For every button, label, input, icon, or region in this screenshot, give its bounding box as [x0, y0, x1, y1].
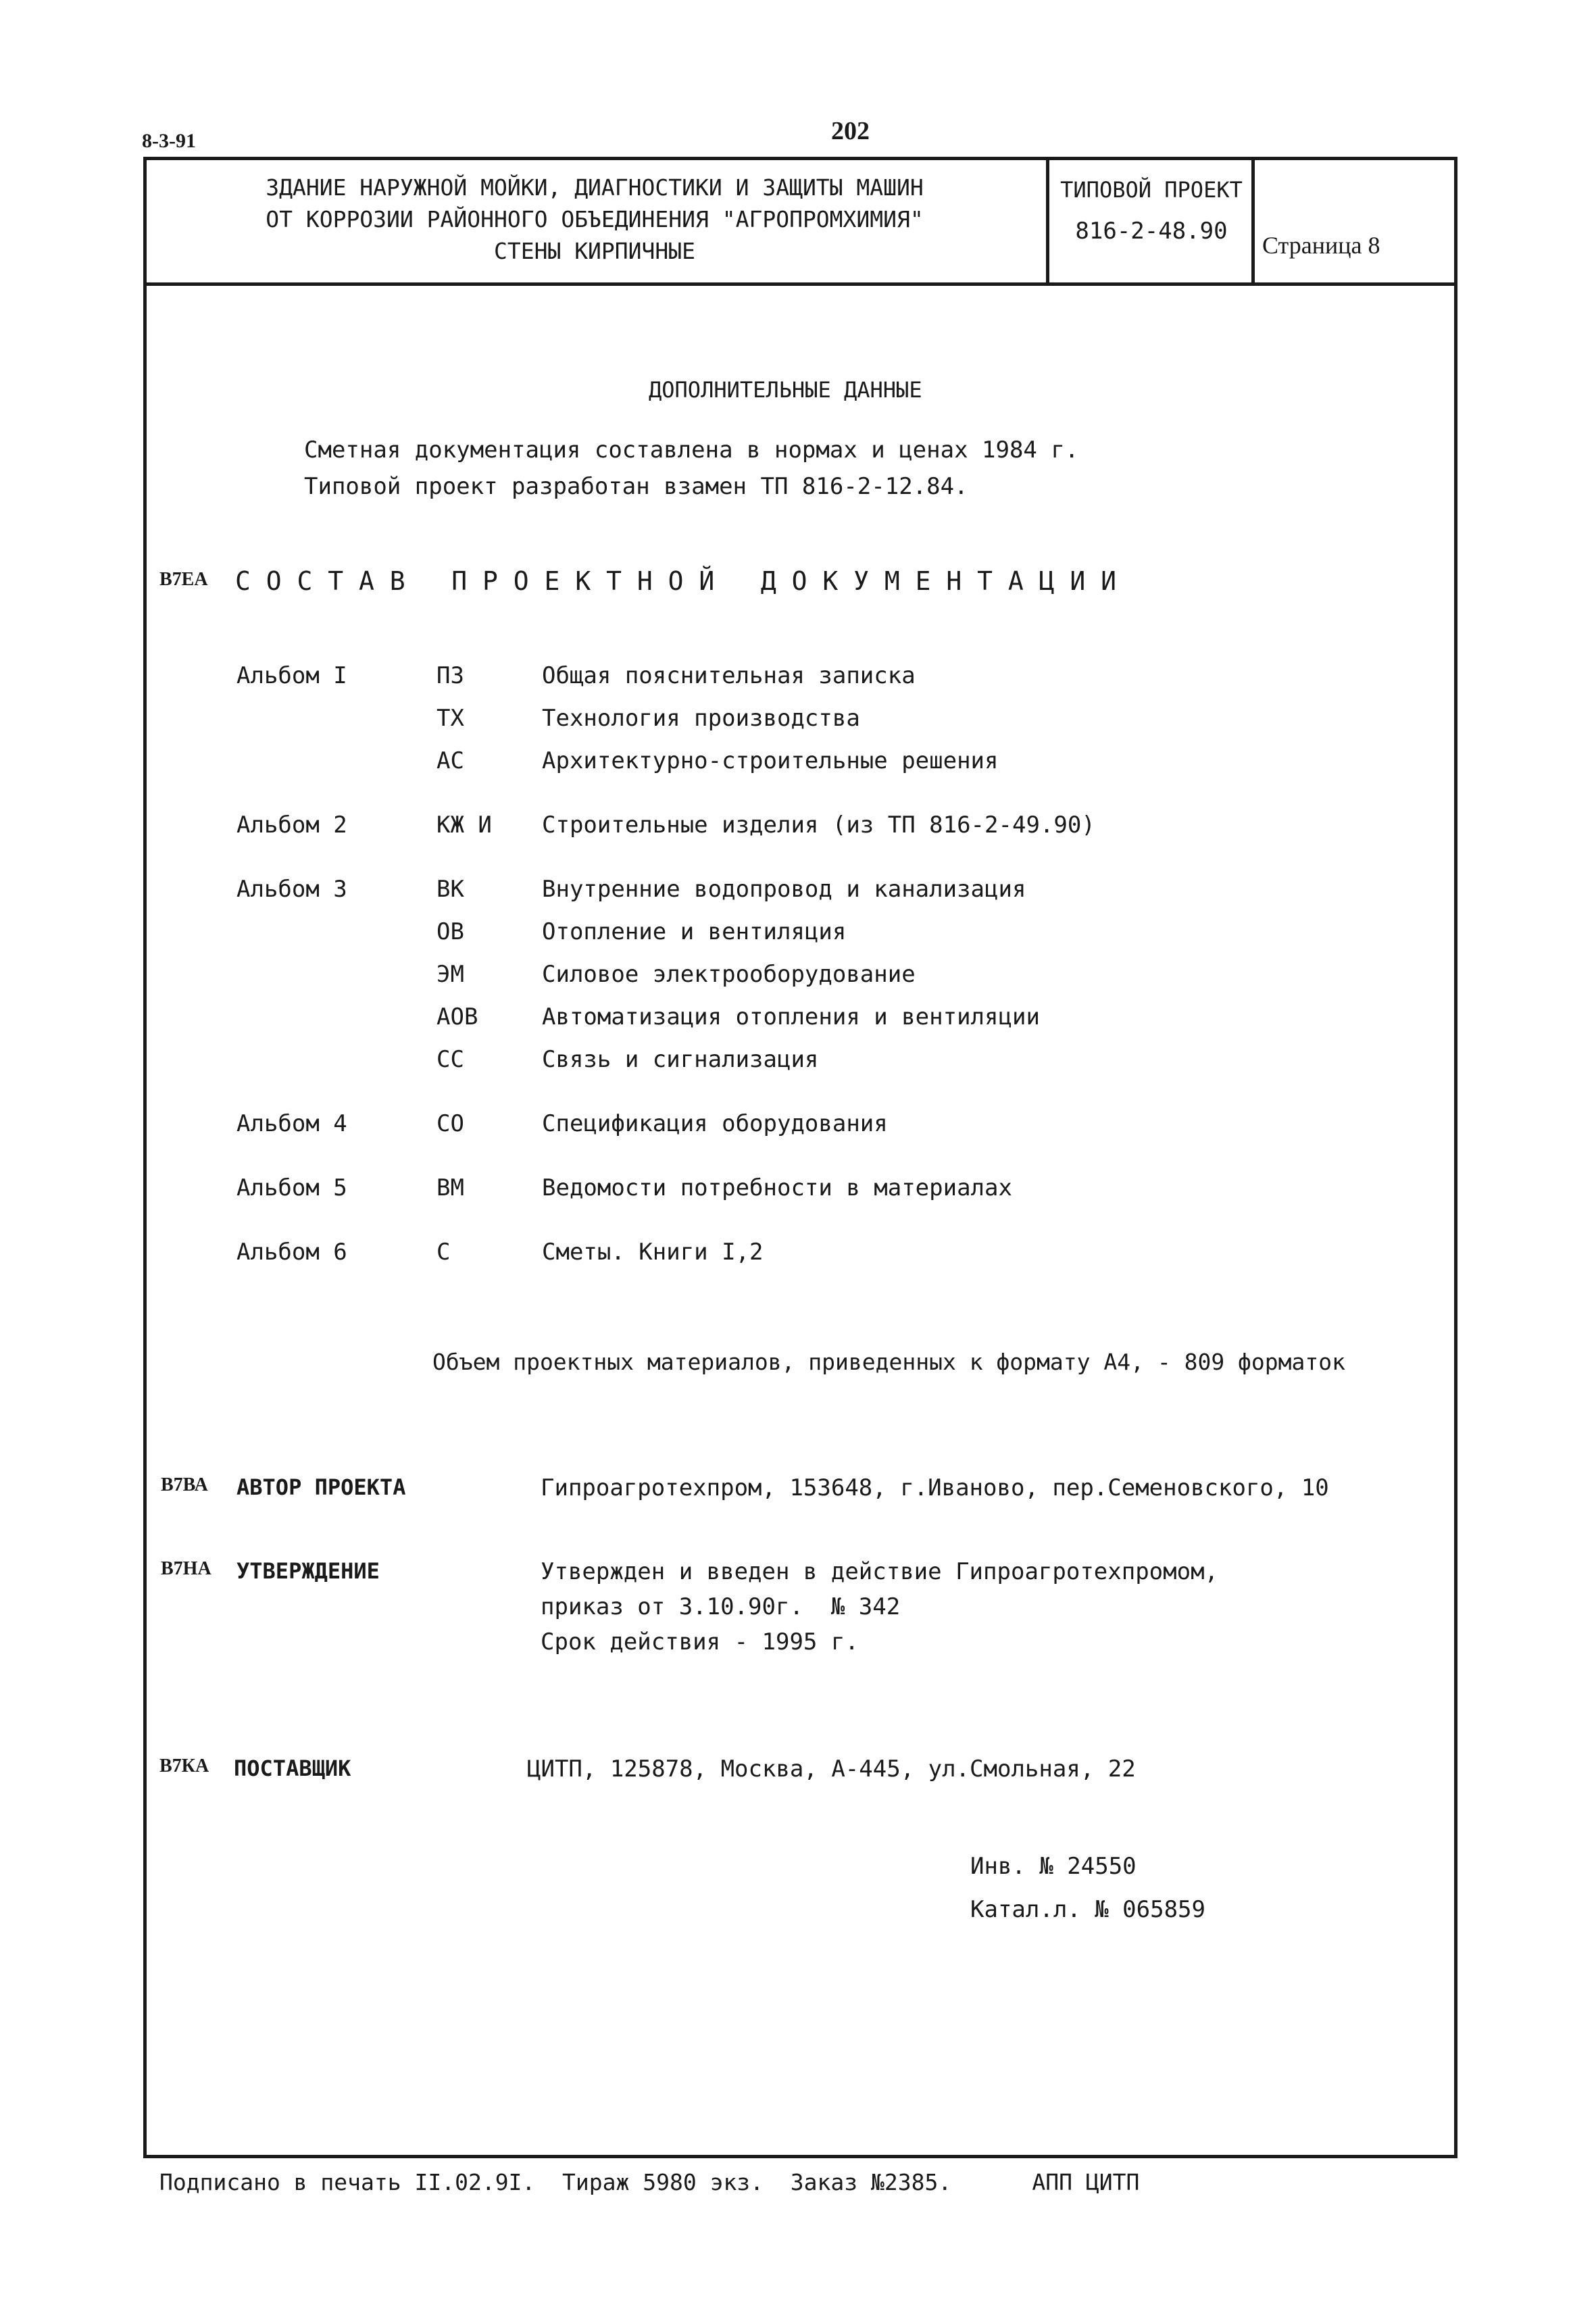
section-code: ВК — [437, 876, 464, 903]
section-title: Архитектурно-строительные решения — [542, 747, 999, 774]
approval-line-2: приказ от 3.10.90г. № 342 — [541, 1593, 901, 1620]
header-title-line-2: ОТ КОРРОЗИИ РАЙОННОГО ОБЪЕДИНЕНИЯ "АГРОПРОМХИМИЯ" — [266, 206, 924, 232]
header-col-divider-2 — [1251, 157, 1255, 285]
section-code: ПЗ — [437, 662, 464, 689]
project-code: 816-2-48.90 — [1075, 218, 1228, 245]
section-title: Сметы. Книги I,2 — [542, 1239, 764, 1266]
additional-line-1: Сметная документация составлена в нормах и ценах 1984 г. — [304, 437, 1079, 464]
section-title: Связь и сигнализация — [542, 1046, 819, 1073]
section-code: ОВ — [437, 918, 464, 945]
section-code: ЭМ — [437, 961, 464, 988]
album-label: Альбом 6 — [236, 1239, 347, 1266]
section-code: ВМ — [437, 1174, 464, 1201]
composition-code: В7ЕА — [159, 569, 208, 590]
author-label: АВТОР ПРОЕКТА — [236, 1474, 406, 1500]
header-col-divider-1 — [1046, 157, 1049, 285]
section-title: Автоматизация отопления и вентиляции — [542, 1003, 1040, 1030]
catalog-number: Катал.л. № 065859 — [970, 1896, 1205, 1923]
header-title-line-1: ЗДАНИЕ НАРУЖНОЙ МОЙКИ, ДИАГНОСТИКИ И ЗАЩИТЫ МАШИН — [266, 174, 924, 201]
album-label: Альбом I — [236, 662, 347, 689]
author-code: В7ВА — [161, 1474, 208, 1495]
section-title: Технология производства — [542, 705, 860, 732]
section-title: Отопление и вентиляция — [542, 918, 847, 945]
volume-note: Объем проектных материалов, приведенных к формату А4, - 809 форматок — [432, 1349, 1346, 1375]
section-code: ТХ — [437, 705, 464, 732]
print-footer: Подписано в печать II.02.9I. Тираж 5980 экз. Заказ №2385. АПП ЦИТП — [159, 2169, 1140, 2195]
section-code: АС — [437, 747, 464, 774]
album-label: Альбом 2 — [236, 812, 347, 839]
section-title: Строительные изделия (из ТП 816-2-49.90) — [542, 812, 1095, 839]
album-label: Альбом 5 — [236, 1174, 347, 1201]
section-code: СО — [437, 1110, 464, 1137]
section-code: С — [437, 1239, 451, 1266]
project-label: ТИПОВОЙ ПРОЕКТ — [1060, 177, 1243, 203]
section-code: КЖ И — [437, 812, 492, 839]
approval-line-1: Утвержден и введен в действие Гипроагротехпромом, — [541, 1558, 1219, 1585]
supplier-text: ЦИТП, 125878, Москва, А-445, ул.Смольная, 22 — [527, 1756, 1136, 1783]
section-title: Спецификация оборудования — [542, 1110, 888, 1137]
section-title: Ведомости потребности в материалах — [542, 1174, 1012, 1201]
section-title: Силовое электрооборудование — [542, 961, 916, 988]
supplier-code: В7КА — [159, 1756, 209, 1776]
approval-label: УТВЕРЖДЕНИЕ — [236, 1558, 380, 1584]
album-label: Альбом 3 — [236, 876, 347, 903]
approval-code: В7НА — [161, 1558, 211, 1579]
supplier-label: ПОСТАВЩИК — [234, 1756, 351, 1781]
author-text: Гипроагротехпром, 153648, г.Иваново, пер.Семеновского, 10 — [541, 1474, 1329, 1501]
additional-heading: ДОПОЛНИТЕЛЬНЫЕ ДАННЫЕ — [649, 377, 922, 403]
corner-code: 8-3-91 — [142, 130, 196, 152]
composition-heading: С О С Т А В П Р О Е К Т Н О Й Д О К У М Е Н Т А Ц И И — [235, 566, 1117, 596]
header-title-line-3: СТЕНЫ КИРПИЧНЫЕ — [493, 238, 695, 264]
page-label: Страница 8 — [1262, 232, 1380, 259]
section-title: Внутренние водопровод и канализация — [542, 876, 1026, 903]
section-code: СС — [437, 1046, 464, 1073]
section-title: Общая пояснительная записка — [542, 662, 916, 689]
approval-line-3: Срок действия - 1995 г. — [541, 1628, 859, 1656]
page-number: 202 — [831, 117, 870, 145]
header-divider — [143, 282, 1457, 286]
header-title — [155, 174, 1034, 264]
inventory-number: Инв. № 24550 — [970, 1853, 1137, 1880]
section-code: АОВ — [437, 1003, 478, 1030]
album-label: Альбом 4 — [236, 1110, 347, 1137]
additional-line-2: Типовой проект разработан взамен ТП 816-2-12.84. — [304, 473, 968, 500]
